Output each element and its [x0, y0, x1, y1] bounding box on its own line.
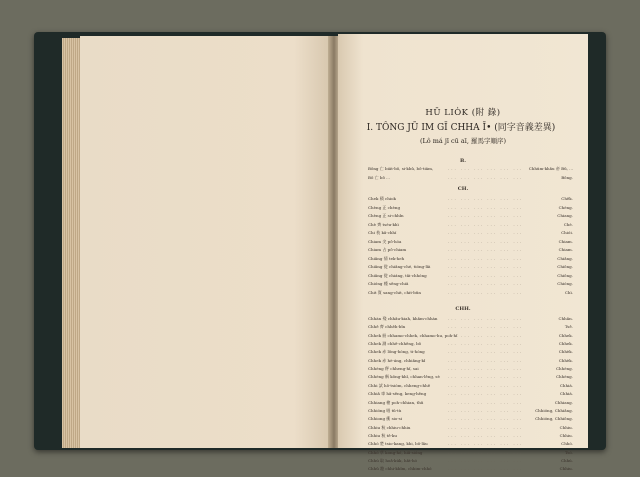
dictionary-entry: [368, 333, 573, 339]
dictionary-entry: [368, 239, 573, 245]
entry-term: Chhiu 秋 chhiu-chhiu: [368, 424, 411, 430]
leader-dots: ... ... ... ... ... ...: [448, 230, 524, 235]
entry-variant: Chhân.: [558, 316, 573, 321]
entry-variant: Tsó.: [564, 449, 573, 455]
entry-variant: Chhó.: [561, 441, 573, 447]
leader-dots: ... ... ... ... ... ...: [448, 238, 524, 244]
entry-variant: Chhiang.: [554, 399, 573, 405]
leader-dots: ... ... ... ... ... ...: [448, 272, 524, 278]
entry-term: Chiâng 情 tek-heh: [368, 255, 405, 261]
entry-term: Chhó 楚 tsio-kang, khi, bô-lâu: [368, 441, 428, 447]
dictionary-entry: [368, 416, 573, 422]
leader-dots: ... ... ... ... ... ...: [448, 374, 524, 380]
left-page: [80, 36, 332, 448]
leader-dots: ... ... ... ... ... ...: [448, 213, 524, 218]
section-heading: I. TÔNG JŪ IM GĪ CHHA Ī• (同字音義差異): [366, 123, 556, 133]
dictionary-entry: [368, 316, 573, 322]
entry-variant: Chhek.: [558, 332, 573, 338]
leader-dots: ... ... ... ... ... ...: [448, 204, 524, 210]
entry-term: Chhi 試 hô-tsióm, chheng-chhê: [368, 382, 431, 388]
entry-variant: Chiam.: [558, 247, 573, 252]
leader-dots: ... ... ... ... ... ...: [448, 441, 524, 447]
entry-variant: Chhiá.: [559, 391, 573, 397]
leader-dots: ... ... ... ... ... ...: [448, 196, 524, 201]
entry-variant: Chhèk.: [558, 349, 573, 355]
entry-term: Chhàn 殘 chhâu-kiah, khâm-chhàn: [368, 316, 438, 321]
entry-term: Bô 亡 bô ...: [368, 174, 390, 180]
leader-dots: ... ... ... ... ... ...: [448, 324, 524, 330]
dictionary-entry: [368, 273, 573, 279]
entry-term: Chit 質 sang-chit, chit-bûn: [368, 289, 422, 295]
entry-variant: Chhiu.: [559, 466, 573, 472]
entry-term: Chhióng 唱 tû-tù: [368, 407, 402, 413]
leader-dots: ... ... ... ... ... ...: [448, 166, 524, 171]
entry-term: Chhèng 稱 kông-khî, chhan-lêng, sè: [368, 374, 440, 380]
dictionary-entry: [368, 205, 573, 211]
entry-term: Chhû 趣 chhi-khîm, chhim-chhó: [368, 466, 432, 472]
appendix-title: HŪ LIO̍K (附 錄): [425, 108, 501, 118]
entry-variant: Chè.: [563, 221, 573, 227]
dictionary-entry: [368, 290, 573, 296]
leader-dots: ... ... ... ... ... ...: [448, 449, 524, 455]
entry-variant: Chhióng, Chhiông.: [535, 416, 573, 422]
leader-dots: ... ... ... ... ... ...: [448, 399, 524, 405]
entry-variant: Chhiu.: [559, 432, 573, 438]
leader-dots: ... ... ... ... ... ...: [448, 366, 524, 372]
entry-variant: Chhèng.: [556, 374, 573, 380]
entry-term: Chhèng 秤 chheng-hî, sai: [368, 366, 419, 372]
dictionary-entry: [368, 383, 573, 389]
leader-dots: ... ... ... ... ... ...: [448, 382, 524, 388]
entry-variant: Chêk.: [561, 196, 573, 201]
dictionary-entry: [368, 374, 573, 380]
entry-term: Chhek 測 chhê-chhêng, bô: [368, 341, 422, 347]
entry-term: Chèng 正 chèng: [368, 204, 401, 210]
leader-dots: ... ... ... ... ... ...: [448, 221, 524, 227]
dictionary-entry: [368, 441, 573, 447]
entry-variant: Chhūm-khâu 帝 Bû, ...: [528, 166, 573, 171]
entry-term: Chiam 尖 pô-hóa: [368, 238, 402, 244]
entry-term: Chi 枝 kâ-chhí: [368, 230, 397, 235]
dictionary-entry: [368, 341, 573, 347]
entry-variant: Chiâng.: [557, 255, 573, 261]
right-page: [338, 34, 588, 472]
dictionary-entry: [368, 281, 573, 287]
entry-term: Chhek 冊 chhamo-chhek, chhamo-hu, poh-hî: [368, 332, 458, 338]
dictionary-entry: [368, 391, 573, 397]
entry-variant: Chhú.: [560, 457, 573, 463]
entry-term: Chióng 種 sêng-chiā: [368, 281, 409, 286]
leader-dots: ... ... ... ... ... ...: [448, 457, 524, 463]
dictionary-entry: [368, 264, 573, 270]
entry-variant: Chiang.: [557, 213, 573, 218]
entry-variant: Chióng.: [557, 281, 573, 286]
entry-term: Chhiâ 車 hâ-sêng, keng-hêng: [368, 391, 427, 397]
entry-variant: Chhiá.: [559, 382, 573, 388]
entry-variant: Chiông.: [557, 272, 573, 278]
entry-variant: Chhiu.: [559, 424, 573, 430]
leader-dots: ... ... ... ... ... ...: [448, 174, 524, 180]
entry-term: Chhek 赤 lông-hóng, ti-hóng: [368, 349, 425, 355]
entry-variant: Chèng.: [558, 204, 573, 210]
entry-term: Chèng 正 si-chhîn: [368, 213, 404, 218]
leader-dots: ... ... ... ... ... ...: [448, 432, 524, 438]
leader-dots: ... ... ... ... ... ...: [448, 407, 524, 413]
romanization-note: (Lô má jī cū aī, 羅馬字順序): [419, 137, 507, 145]
leader-dots: ... ... ... ... ... ...: [448, 289, 524, 295]
dictionary-entry: [368, 213, 573, 219]
dictionary-entry: [368, 222, 573, 228]
dictionary-entry: [368, 175, 573, 181]
entry-term: Chhiu 秋 tê-ku: [368, 432, 397, 438]
entry-term: Chek 積 chiok: [368, 196, 396, 201]
section-label: CHH.: [455, 306, 471, 312]
entry-term: Chiam 占 pô-chiam: [368, 247, 407, 252]
entry-term: Chiâng 從 chiáng, tâi-chhóng: [368, 272, 427, 278]
dictionary-entry: [368, 358, 573, 364]
leader-dots: ... ... ... ... ... ...: [448, 316, 524, 321]
dictionary-entry: [368, 433, 573, 439]
dictionary-entry: [368, 425, 573, 431]
dictionary-entry: [368, 450, 573, 456]
section-label: B.: [460, 158, 466, 164]
dictionary-entry: [368, 166, 573, 172]
dictionary-entry: [368, 196, 573, 202]
entry-variant: Bông.: [561, 174, 573, 180]
entry-variant: Chiói.: [561, 230, 573, 235]
entry-term: Chhiang 槍 poh-chhian, thû: [368, 399, 424, 405]
dictionary-entry: [368, 466, 573, 472]
dictionary-entry: [368, 400, 573, 406]
dictionary-entry: [368, 324, 573, 330]
dictionary-entry: [368, 408, 573, 414]
entry-term: Chhê 齊 chhêh-bîn: [368, 324, 406, 330]
dictionary-entry: [368, 458, 573, 464]
entry-variant: Tsê.: [564, 324, 573, 330]
entry-variant: Chhióng, Chhiâng.: [535, 407, 573, 413]
leader-dots: ... ... ... ... ... ...: [448, 255, 524, 261]
entry-term: Chhó 草 kong-hó, hiâ-sióng: [368, 449, 423, 455]
page-edges: [62, 38, 82, 448]
entry-term: Chiâng 從 chiâng-ché, tióng-lâi: [368, 264, 431, 269]
leader-dots: ... ... ... ... ... ...: [448, 332, 524, 338]
entry-term: Bông 亡 biāt-bô, si-khû, bô-tiām,: [368, 166, 434, 171]
entry-term: Chhek 赤 hè-áng, chhiâng-kî: [368, 357, 426, 363]
leader-dots: ... ... ... ... ... ...: [448, 264, 524, 269]
leader-dots: ... ... ... ... ... ...: [448, 357, 524, 363]
leader-dots: ... ... ... ... ... ...: [448, 424, 524, 430]
leader-dots: ... ... ... ... ... ...: [448, 247, 524, 252]
entry-term: Chhú 取 hoâ-kúk, hât-hó: [368, 457, 417, 463]
entry-variant: Chhèng.: [556, 366, 573, 372]
entry-term: Chè 齊 tséu-khì: [368, 221, 399, 227]
dictionary-entry: [368, 230, 573, 236]
dictionary-entry: [368, 247, 573, 253]
section-label: CH.: [457, 186, 469, 192]
entry-variant: Chhek.: [558, 341, 573, 347]
leader-dots: ... ... ... ... ... ...: [448, 341, 524, 347]
leader-dots: ... ... ... ... ... ...: [448, 391, 524, 397]
entry-variant: Chiam.: [558, 238, 573, 244]
dictionary-entry: [368, 366, 573, 372]
dictionary-entry: [368, 349, 573, 355]
entry-variant: Chhèk.: [558, 357, 573, 363]
entry-variant: Chì.: [564, 289, 573, 295]
leader-dots: ... ... ... ... ... ...: [448, 416, 524, 422]
leader-dots: ... ... ... ... ... ...: [448, 349, 524, 355]
dictionary-entry: [368, 256, 573, 262]
leader-dots: ... ... ... ... ... ...: [448, 466, 524, 472]
entry-variant: Chiông.: [557, 264, 573, 269]
entry-term: Chhiong 衝 sio-si: [368, 416, 403, 422]
leader-dots: ... ... ... ... ... ...: [448, 281, 524, 286]
